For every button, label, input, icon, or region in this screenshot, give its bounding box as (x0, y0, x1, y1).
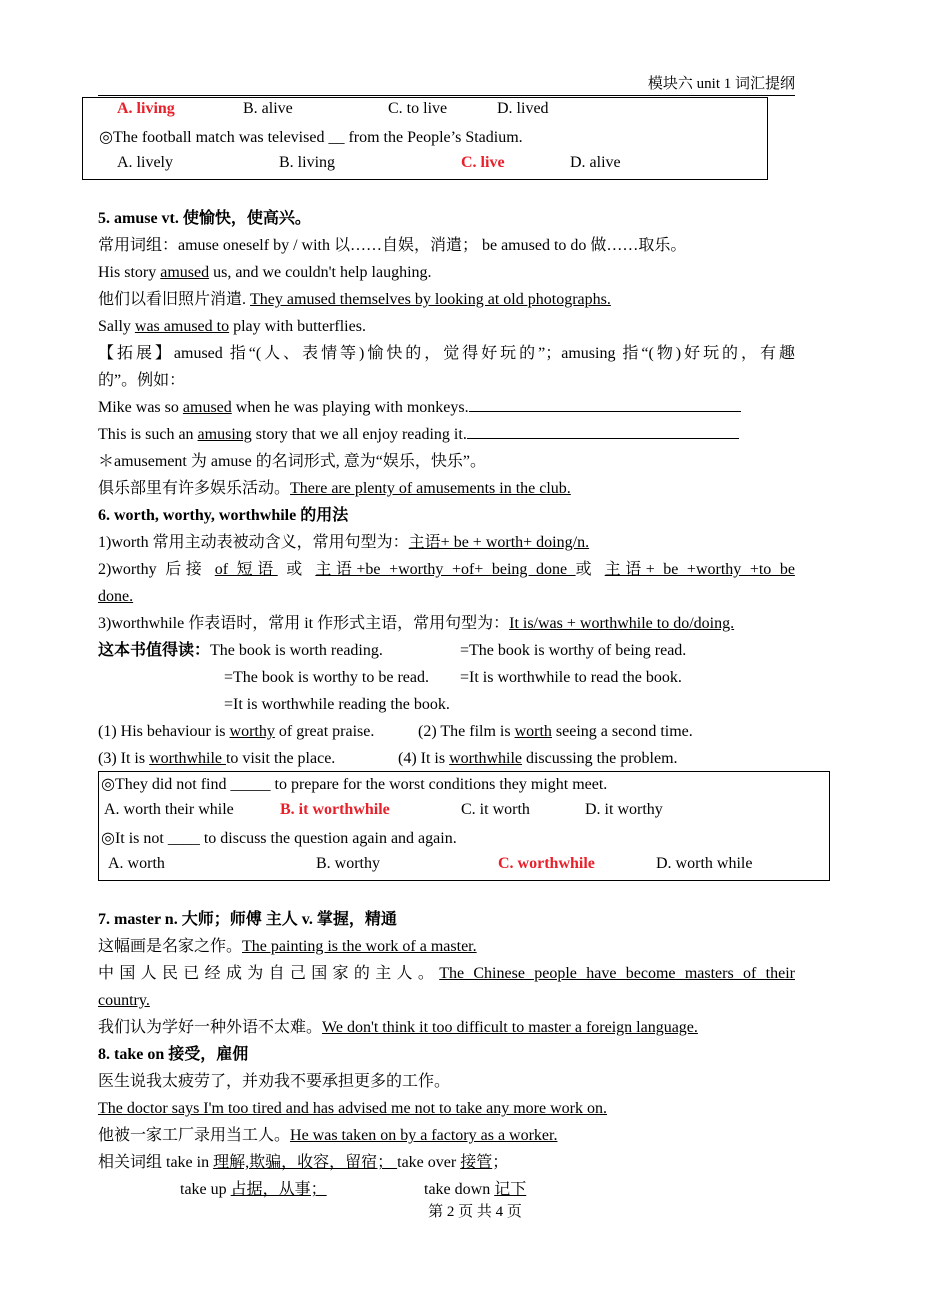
text: 俱乐部里有许多娱乐活动。 (98, 480, 291, 497)
underlined-text: The Chinese people have become masters of their (439, 965, 795, 982)
text: take over (397, 1154, 461, 1171)
option-c: C. to live (388, 100, 448, 117)
text: play with butterflies. (229, 318, 366, 335)
example-line (98, 475, 795, 502)
option-d: D. it worthy (585, 801, 663, 818)
underlined-text: worthwhile (149, 750, 226, 767)
related-phrases-line (98, 1149, 795, 1176)
text: 或 (277, 561, 316, 578)
question-text: ◎They did not find _____ to prepare for the worst conditions they might meet. (101, 776, 608, 793)
underlined-text: country. (98, 992, 150, 1009)
text: of great praise. (274, 723, 375, 740)
text: 他们以看旧照片消遣. (98, 291, 251, 308)
section-6-heading: 6. worth, worthy, worthwhile 的用法 (98, 507, 349, 524)
underlined-text: The doctor says I'm too tired and has advised me not to take any more work on. (98, 1100, 607, 1117)
text: (3) It is (98, 750, 150, 767)
text: story that we all enjoy reading it. (251, 426, 467, 443)
extension-line: 【拓展】amused 指“(人、表情等)愉快的，觉得好玩的”；amusing 指“(物)好玩的，有趣 (98, 345, 795, 362)
note-line: ＊amusement 为 amuse 的名词形式, 意为“娱乐，快乐”。 (98, 453, 486, 470)
text: seeing a second time. (551, 723, 693, 740)
text: His story (98, 264, 161, 281)
practice-item (418, 718, 693, 745)
underlined-text: They amused themselves by looking at old photographs. (250, 291, 611, 308)
text: discussing the problem. (521, 750, 678, 767)
underlined-text: worthy (229, 723, 275, 740)
text: take down (424, 1181, 495, 1198)
option-c-answer: C. worthwhile (498, 855, 595, 872)
example-line (98, 664, 795, 691)
text: 1)worth 常用主动表被动含义，常用句型为： (98, 534, 409, 551)
rule-line (98, 610, 795, 637)
underlined-text: 主语+ be + worth+ doing/n. (408, 534, 590, 551)
practice-item (398, 745, 678, 772)
extension-line: 的”。例如： (98, 372, 186, 389)
option-a: A. lively (117, 154, 173, 171)
underlined-text: We don't think it too difficult to master a foreign language. (322, 1019, 698, 1036)
option-b: B. living (279, 154, 336, 171)
text: =The book is worthy of being read. (460, 642, 687, 659)
option-c-answer: C. live (461, 154, 505, 171)
text: to visit the place. (225, 750, 336, 767)
underlined-text: done. (98, 588, 134, 605)
text: 我们认为学好一种外语不太难。 (98, 1019, 323, 1036)
phrase-line: 常用词组：amuse oneself by / with 以……自娱，消遣； be amused to do 做……取乐。 (98, 237, 687, 254)
option-b: B. worthy (316, 855, 380, 872)
text: 或 (575, 561, 605, 578)
text: 他被一家工厂录用当工人。 (98, 1127, 291, 1144)
practice-line (98, 745, 795, 772)
exercise-box-1 (82, 97, 768, 180)
option-b-answer: B. it worthwhile (280, 801, 390, 818)
underlined-text: of 短语 (214, 561, 278, 578)
underlined-text: worthwhile (449, 750, 522, 767)
underlined-text: 接管 (460, 1154, 493, 1171)
example-line (98, 286, 795, 313)
text: =The book is worthy to be read. (224, 669, 429, 686)
text: 2)worthy 后接 (98, 561, 215, 578)
option-c: C. it worth (461, 801, 530, 818)
option-d: D. worth while (656, 855, 753, 872)
example-line (98, 933, 795, 960)
text: =It is worthwhile to read the book. (460, 669, 682, 686)
option-d: D. alive (570, 154, 621, 171)
example-line (98, 960, 795, 987)
rule-line (98, 583, 795, 610)
text: The book is worth reading. (210, 642, 383, 659)
text: us, and we couldn't help laughing. (209, 264, 432, 281)
option-a-answer: A. living (117, 100, 175, 117)
rule-line (98, 529, 795, 556)
section-8-heading: 8. take on 接受，雇佣 (98, 1046, 249, 1063)
underlined-text: 记下 (494, 1181, 527, 1198)
label: 这本书值得读： (98, 642, 211, 659)
underlined-text: amused (182, 399, 232, 416)
example-line (98, 259, 795, 286)
underlined-text: worth (514, 723, 552, 740)
example-line (98, 1095, 795, 1122)
text: 中国人民已经成为自己国家的主人。 (98, 965, 440, 982)
example-line (98, 1122, 795, 1149)
exercise-box-2 (98, 771, 830, 881)
text: =It is worthwhile reading the book. (224, 696, 450, 713)
underlined-text: 占据，从事； (230, 1181, 327, 1198)
page-header: 模块六 unit 1 词汇提纲 (98, 72, 795, 96)
underlined-text: amusing (197, 426, 252, 443)
section-7-heading: 7. master n. 大师；师傅 主人 v. 掌握，精通 (98, 911, 397, 928)
section-5-heading: 5. amuse vt. 使愉快，使高兴。 (98, 210, 311, 227)
practice-line (98, 718, 795, 745)
answer-blank (469, 394, 741, 412)
question-text: ◎It is not ____ to discuss the question again and again. (101, 830, 457, 847)
example-line (98, 691, 795, 718)
example-line (98, 313, 795, 340)
text: (2) The film is (418, 723, 515, 740)
text: (1) His behaviour is (98, 723, 230, 740)
text: Mike was so (98, 399, 183, 416)
option-d: D. lived (497, 100, 549, 117)
text: 3)worthwhile 作表语时，常用 it 作形式主语，常用句型为： (98, 615, 510, 632)
text: when he was playing with monkeys. (231, 399, 469, 416)
example-line (98, 637, 795, 664)
option-a: A. worth (108, 855, 165, 872)
option-b: B. alive (243, 100, 293, 117)
phrase-item (180, 1176, 327, 1203)
example-line (98, 987, 795, 1014)
text: (4) It is (398, 750, 450, 767)
text: This is such an (98, 426, 198, 443)
example-line (98, 394, 795, 421)
text: take up (180, 1181, 231, 1198)
underlined-text: 主语+ be +worthy +to be (604, 561, 795, 578)
example-line: 医生说我太疲劳了，并劝我不要承担更多的工作。 (98, 1073, 451, 1090)
text: 相关词组 take in (98, 1154, 214, 1171)
rule-line (98, 556, 795, 583)
option-a: A. worth their while (104, 801, 234, 818)
underlined-text: 理解,欺骗，收容，留宿； (213, 1154, 398, 1171)
phrase-item (424, 1176, 526, 1203)
underlined-text: amused (160, 264, 210, 281)
related-phrases-line (98, 1176, 795, 1203)
page-footer: 第 2 页 共 4 页 (428, 1204, 522, 1220)
underlined-text: It is/was + worthwhile to do/doing. (509, 615, 735, 632)
text: 这幅画是名家之作。 (98, 938, 243, 955)
underlined-text: was amused to (134, 318, 230, 335)
underlined-text: 主语+be +worthy +of+ being done (315, 561, 576, 578)
underlined-text: There are plenty of amusements in the club. (290, 480, 571, 497)
example-line (98, 421, 795, 448)
question-text: ◎The football match was televised __ from the People’s Stadium. (99, 129, 523, 146)
text: ； (492, 1154, 509, 1171)
text: Sally (98, 318, 135, 335)
example-line (98, 1014, 795, 1041)
underlined-text: The painting is the work of a master. (242, 938, 477, 955)
underlined-text: He was taken on by a factory as a worker. (290, 1127, 558, 1144)
answer-blank (467, 421, 739, 439)
